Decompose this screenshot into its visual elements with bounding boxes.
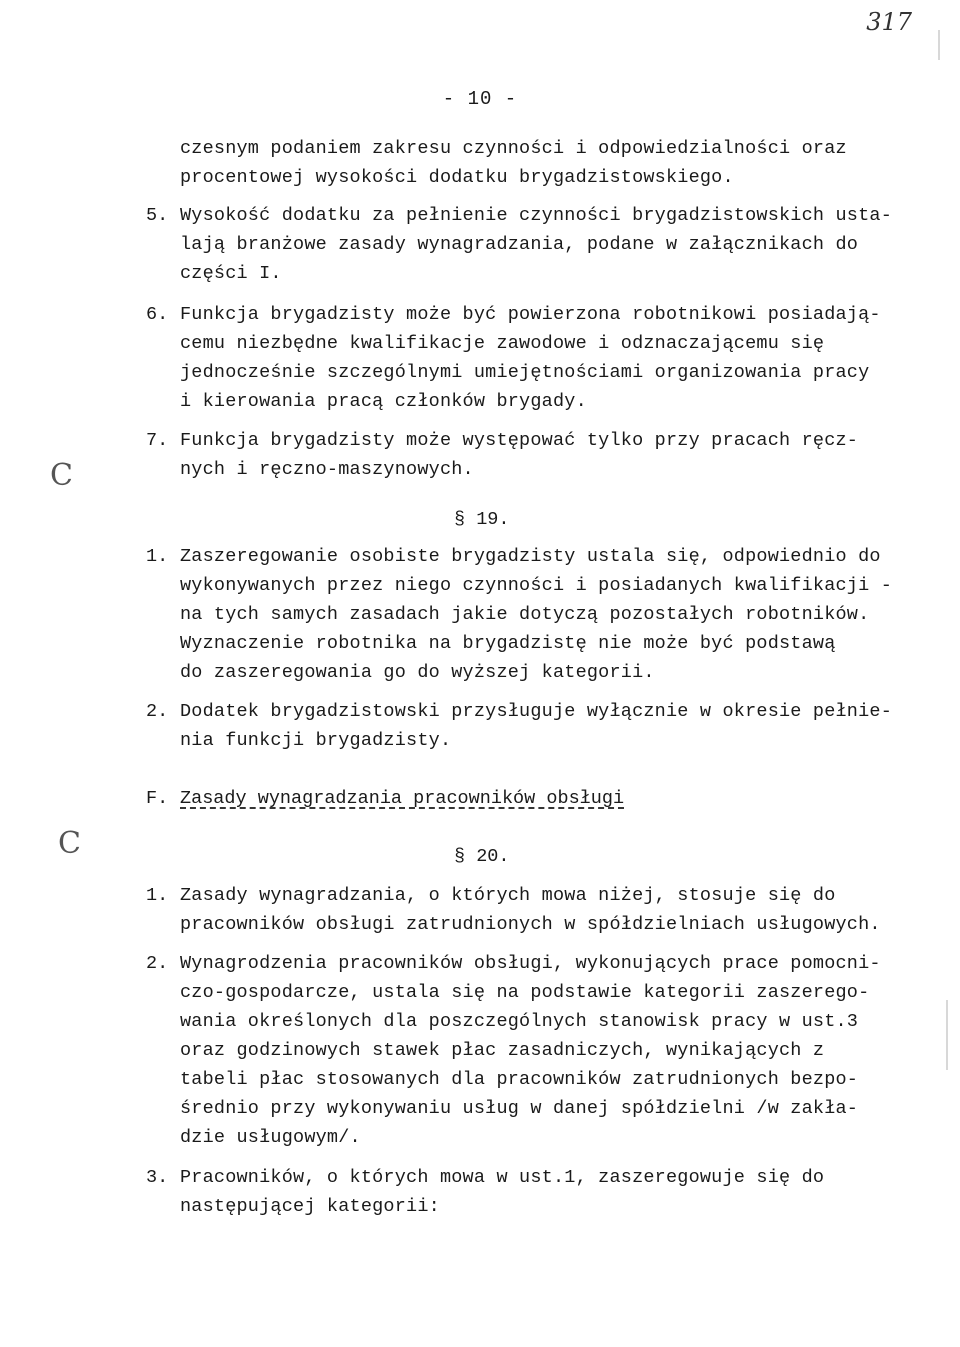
handwritten-page-number: 317 [866,8,912,36]
text-line: i kierowania pracą członków brygady. [180,391,587,412]
text-line: nych i ręczno-maszynowych. [180,459,474,480]
text-line: tabeli płac stosowanych dla pracowników zatrudnionych bezpo- [180,1069,859,1090]
text-line: nia funkcji brygadzisty. [180,730,452,751]
text-line: na tych samych zasadach jakie dotyczą pozostałych robotników. [180,604,870,625]
text-line: czesnym podaniem zakresu czynności i odpowiedzialności oraz [180,138,847,159]
item-number: 2. [146,953,169,974]
text-line: Zaszeregowanie osobiste brygadzisty ustala się, odpowiednio do [180,546,881,567]
text-line: Dodatek brygadzistowski przysługuje wyłącznie w okresie pełnie- [180,701,893,722]
text-line: Funkcja brygadzisty może występować tylko przy pracach ręcz- [180,430,859,451]
section-heading: § 19. [454,509,510,530]
page-number: - 10 - [442,88,518,110]
text-line: wykonywanych przez niego czynności i posiadanych kwalifikacji - [180,575,893,596]
section-heading: § 20. [454,846,510,867]
text-line: Wynagrodzenia pracowników obsługi, wykonujących prace pomocni- [180,953,881,974]
scan-edge-mark [946,1000,948,1070]
text-line: do zaszeregowania go do wyższej kategorii. [180,662,655,683]
margin-bracket-mark: C [50,458,73,493]
text-line: jednocześnie szczególnymi umiejętnościami organizowania pracy [180,362,870,383]
text-line: oraz godzinowych stawek płac zasadniczych, wynikających z [180,1040,825,1061]
text-line: czo-gospodarcze, ustala się na podstawie kategorii zaszerego- [180,982,870,1003]
item-number: 1. [146,885,169,906]
text-line: procentowej wysokości dodatku brygadzistowskiego. [180,167,734,188]
scan-edge-mark [938,30,940,60]
text-line: następującej kategorii: [180,1196,440,1217]
text-line: cemu niezbędne kwalifikacje zawodowe i odznaczającemu się [180,333,825,354]
text-line: części I. [180,263,282,284]
text-line: lają branżowe zasady wynagradzania, podane w załącznikach do [180,234,859,255]
text-line: Pracowników, o których mowa w ust.1, zaszeregowuje się do [180,1167,825,1188]
chapter-letter: F. [146,788,169,809]
item-number: 1. [146,546,169,567]
text-line: wania określonych dla poszczególnych stanowisk pracy w ust.3 [180,1011,859,1032]
item-number: 6. [146,304,169,325]
margin-bracket-mark: C [58,826,81,861]
text-line: Funkcja brygadzisty może być powierzona robotnikowi posiadają- [180,304,881,325]
item-number: 5. [146,205,169,226]
item-number: 7. [146,430,169,451]
text-line: Wysokość dodatku za pełnienie czynności brygadzistowskich usta- [180,205,893,226]
chapter-title: Zasady wynagradzania pracowników obsługi [180,788,625,809]
text-line: pracowników obsługi zatrudnionych w spółdzielniach usługowych. [180,914,881,935]
text-line: dzie usługowym/. [180,1127,361,1148]
text-line: Wyznaczenie robotnika na brygadzistę nie może być podstawą [180,633,836,654]
item-number: 3. [146,1167,169,1188]
text-line: średnio przy wykonywaniu usług w danej spółdzielni /w zakła- [180,1098,859,1119]
item-number: 2. [146,701,169,722]
text-line: Zasady wynagradzania, o których mowa niżej, stosuje się do [180,885,836,906]
